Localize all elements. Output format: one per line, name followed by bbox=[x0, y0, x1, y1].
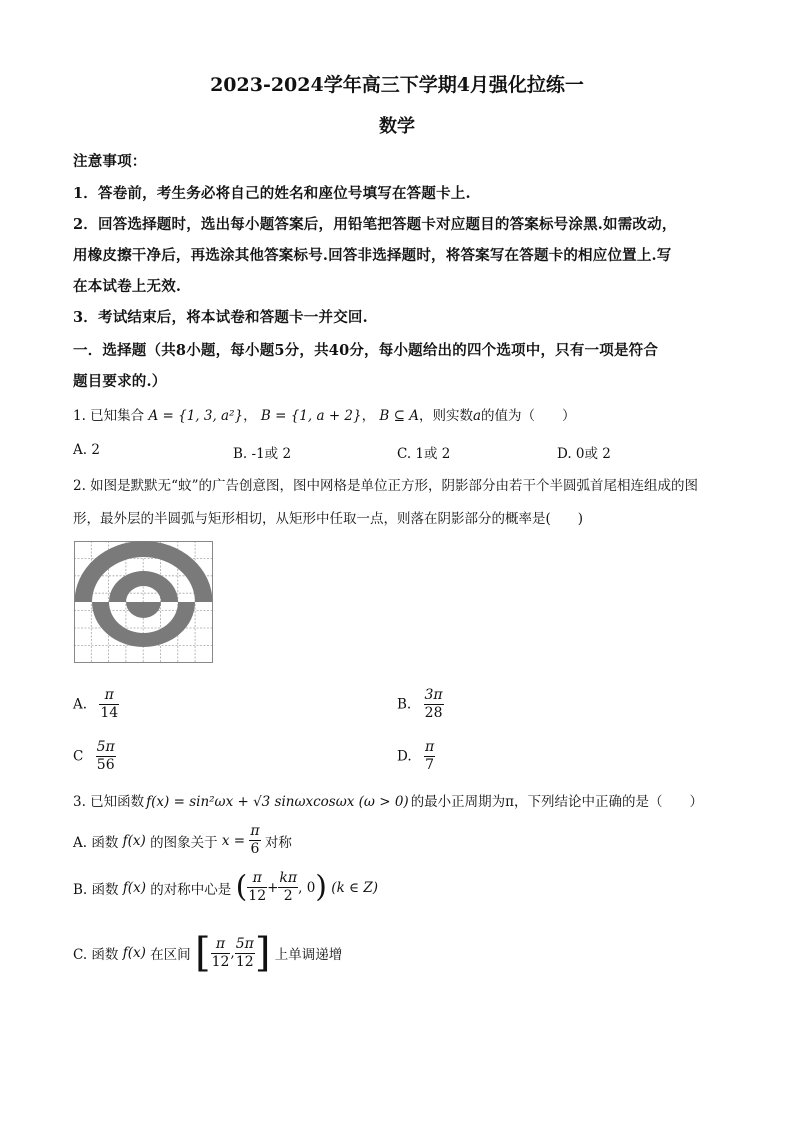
q3-option-c-denominator-2: 12 bbox=[235, 953, 254, 970]
q3-option-a-end: 对称 bbox=[264, 834, 292, 851]
q3-option-a-numerator: π bbox=[250, 823, 260, 839]
q3-option-a-denominator: 6 bbox=[250, 841, 260, 857]
q2-option-b bbox=[397, 687, 444, 722]
q3-option-a-x: x = bbox=[221, 832, 246, 849]
notice-heading: 注意事项： bbox=[73, 153, 147, 170]
q3-option-b-right-paren: ) bbox=[315, 869, 327, 905]
q3-option-a-fraction bbox=[249, 823, 260, 858]
q2-option-d-fraction bbox=[424, 739, 435, 774]
q2-option-a-fraction bbox=[99, 687, 119, 722]
q3-option-b-denominator-1: 12 bbox=[248, 888, 267, 904]
q1-subset: B ⊆ A bbox=[379, 408, 419, 424]
spiral-figure bbox=[74, 541, 214, 663]
q1-variable: a bbox=[472, 408, 482, 424]
q2-option-a-denominator: 14 bbox=[100, 705, 119, 721]
q1-option-a: A. 2 bbox=[73, 442, 100, 458]
q3-option-c-fraction-2 bbox=[235, 936, 255, 971]
q3-option-b-condition: (k ∈ Z) bbox=[331, 879, 378, 896]
q3-option-c-right-bracket: ] bbox=[254, 930, 271, 976]
q2-option-d-numerator: π bbox=[424, 739, 435, 755]
q1-option-b: B. -1或 2 bbox=[233, 446, 292, 462]
q3-option-c-left-bracket: [ bbox=[194, 930, 211, 976]
q1-set-b: B = {1, a + 2} bbox=[260, 408, 362, 424]
q3-option-a-function: f(x) bbox=[122, 832, 146, 849]
q3-option-b-numerator-2: kπ bbox=[279, 870, 298, 886]
q3-option-c-function: f(x) bbox=[122, 945, 146, 961]
q3-option-c-numerator-1: π bbox=[215, 935, 226, 952]
subject-title: 数学 bbox=[379, 116, 415, 137]
q3-prefix: 3. 已知函数 bbox=[73, 794, 145, 810]
q3-option-c-middle: 在区间 bbox=[150, 947, 191, 963]
q1-set-a: A = {1, 3, a²} bbox=[148, 408, 244, 424]
q1-suffix: ，则实数 bbox=[418, 408, 473, 424]
q3-option-b-numerator-1: π bbox=[252, 870, 262, 886]
q2-option-a-numerator: π bbox=[104, 687, 114, 703]
notice-item-2-line-3: 在本试卷上无效. bbox=[73, 278, 182, 295]
q2-option-c bbox=[73, 739, 116, 774]
q2-option-c-numerator: 5π bbox=[96, 739, 115, 755]
q3-option-a-middle: 的图象关于 bbox=[150, 834, 218, 851]
notice-item-3: 3．考试结束后，将本试卷和答题卡一并交回. bbox=[73, 309, 368, 326]
q3-option-c-numerator-2: 5π bbox=[235, 935, 254, 952]
q1-prefix: 1. 已知集合 bbox=[73, 408, 145, 424]
q2-option-b-numerator: 3π bbox=[424, 687, 443, 703]
q1-end: 的值为（ ） bbox=[481, 408, 576, 424]
q3-option-a bbox=[73, 823, 292, 858]
q2-line-1: 2. 如图是默默无“蚊”的广告创意图，图中网格是单位正方形，阴影部分由若干个半圆弧首尾相连组成的图 bbox=[73, 478, 698, 494]
q3-option-b-prefix: B. 函数 bbox=[73, 881, 119, 898]
q3-option-c-end: 上单调递增 bbox=[274, 947, 343, 963]
q2-option-c-fraction bbox=[96, 739, 116, 774]
q2-option-b-fraction bbox=[424, 687, 444, 722]
notice-item-2-line-2: 用橡皮擦干净后，再选涂其他答案标号.回答非选择题时，将答案写在答题卡的相应位置上.写 bbox=[73, 247, 672, 264]
q3-option-a-prefix: A. 函数 bbox=[73, 834, 119, 851]
q2-option-a-label: A. bbox=[73, 696, 88, 713]
q3-option-b-left-paren: ( bbox=[235, 869, 248, 905]
q2-option-d-label: D. bbox=[397, 748, 412, 765]
q2-option-b-label: B. bbox=[397, 696, 412, 713]
q3-option-b-function: f(x) bbox=[122, 879, 146, 896]
q1-comma-2: ， bbox=[361, 408, 376, 424]
q1-comma-1: ， bbox=[243, 408, 257, 424]
q1-option-d: D. 0或 2 bbox=[557, 446, 611, 462]
q3-formula: f(x) = sin²ωx + √3 sinωxcosωx (ω > 0) bbox=[146, 794, 409, 810]
q1-option-c: C. 1或 2 bbox=[397, 446, 451, 462]
q2-line-2: 形，最外层的半圆弧与矩形相切，从矩形中任取一点，则落在阴影部分的概率是( ) bbox=[73, 511, 584, 527]
q2-option-d-denominator: 7 bbox=[425, 757, 434, 773]
q3-option-c-comma: , bbox=[230, 945, 235, 961]
q2-option-c-denominator: 56 bbox=[96, 757, 115, 773]
notice-item-1: 1．答卷前，考生务必将自己的姓名和座位号填写在答题卡上. bbox=[73, 185, 471, 202]
q3-option-b bbox=[73, 870, 378, 905]
q3-option-b-plus: + bbox=[267, 879, 279, 896]
question-1 bbox=[73, 404, 576, 424]
q2-option-d bbox=[397, 739, 435, 774]
q3-suffix: 的最小正周期为π，下列结论中正确的是（ ） bbox=[410, 794, 704, 810]
q3-option-c-fraction-1 bbox=[211, 936, 231, 971]
section-heading-line-1: 一．选择题（共8小题，每小题5分，共40分，每小题给出的四个选项中，只有一项是符合 bbox=[73, 342, 659, 359]
q2-option-a bbox=[73, 687, 119, 722]
q3-option-c bbox=[73, 930, 343, 976]
q2-option-b-denominator: 28 bbox=[424, 705, 443, 721]
q3-option-c-denominator-1: 12 bbox=[211, 953, 230, 970]
exam-title: 2023-2024学年高三下学期4月强化拉练一 bbox=[210, 74, 584, 96]
question-3 bbox=[73, 790, 703, 810]
q3-option-b-fraction-2 bbox=[278, 870, 298, 905]
q3-option-b-middle: 的对称中心是 bbox=[150, 881, 232, 898]
section-heading-line-2: 题目要求的.） bbox=[73, 373, 167, 390]
q3-option-b-zero: , 0 bbox=[298, 879, 316, 896]
q3-option-b-fraction-1 bbox=[247, 870, 267, 905]
q2-option-c-label: C bbox=[73, 748, 84, 765]
q3-option-b-denominator-2: 2 bbox=[278, 887, 298, 905]
notice-item-2-line-1: 2．回答选择题时，选出每小题答案后，用铅笔把答题卡对应题目的答案标号涂黑.如需改动， bbox=[73, 216, 677, 233]
q3-option-c-prefix: C. 函数 bbox=[73, 947, 119, 963]
